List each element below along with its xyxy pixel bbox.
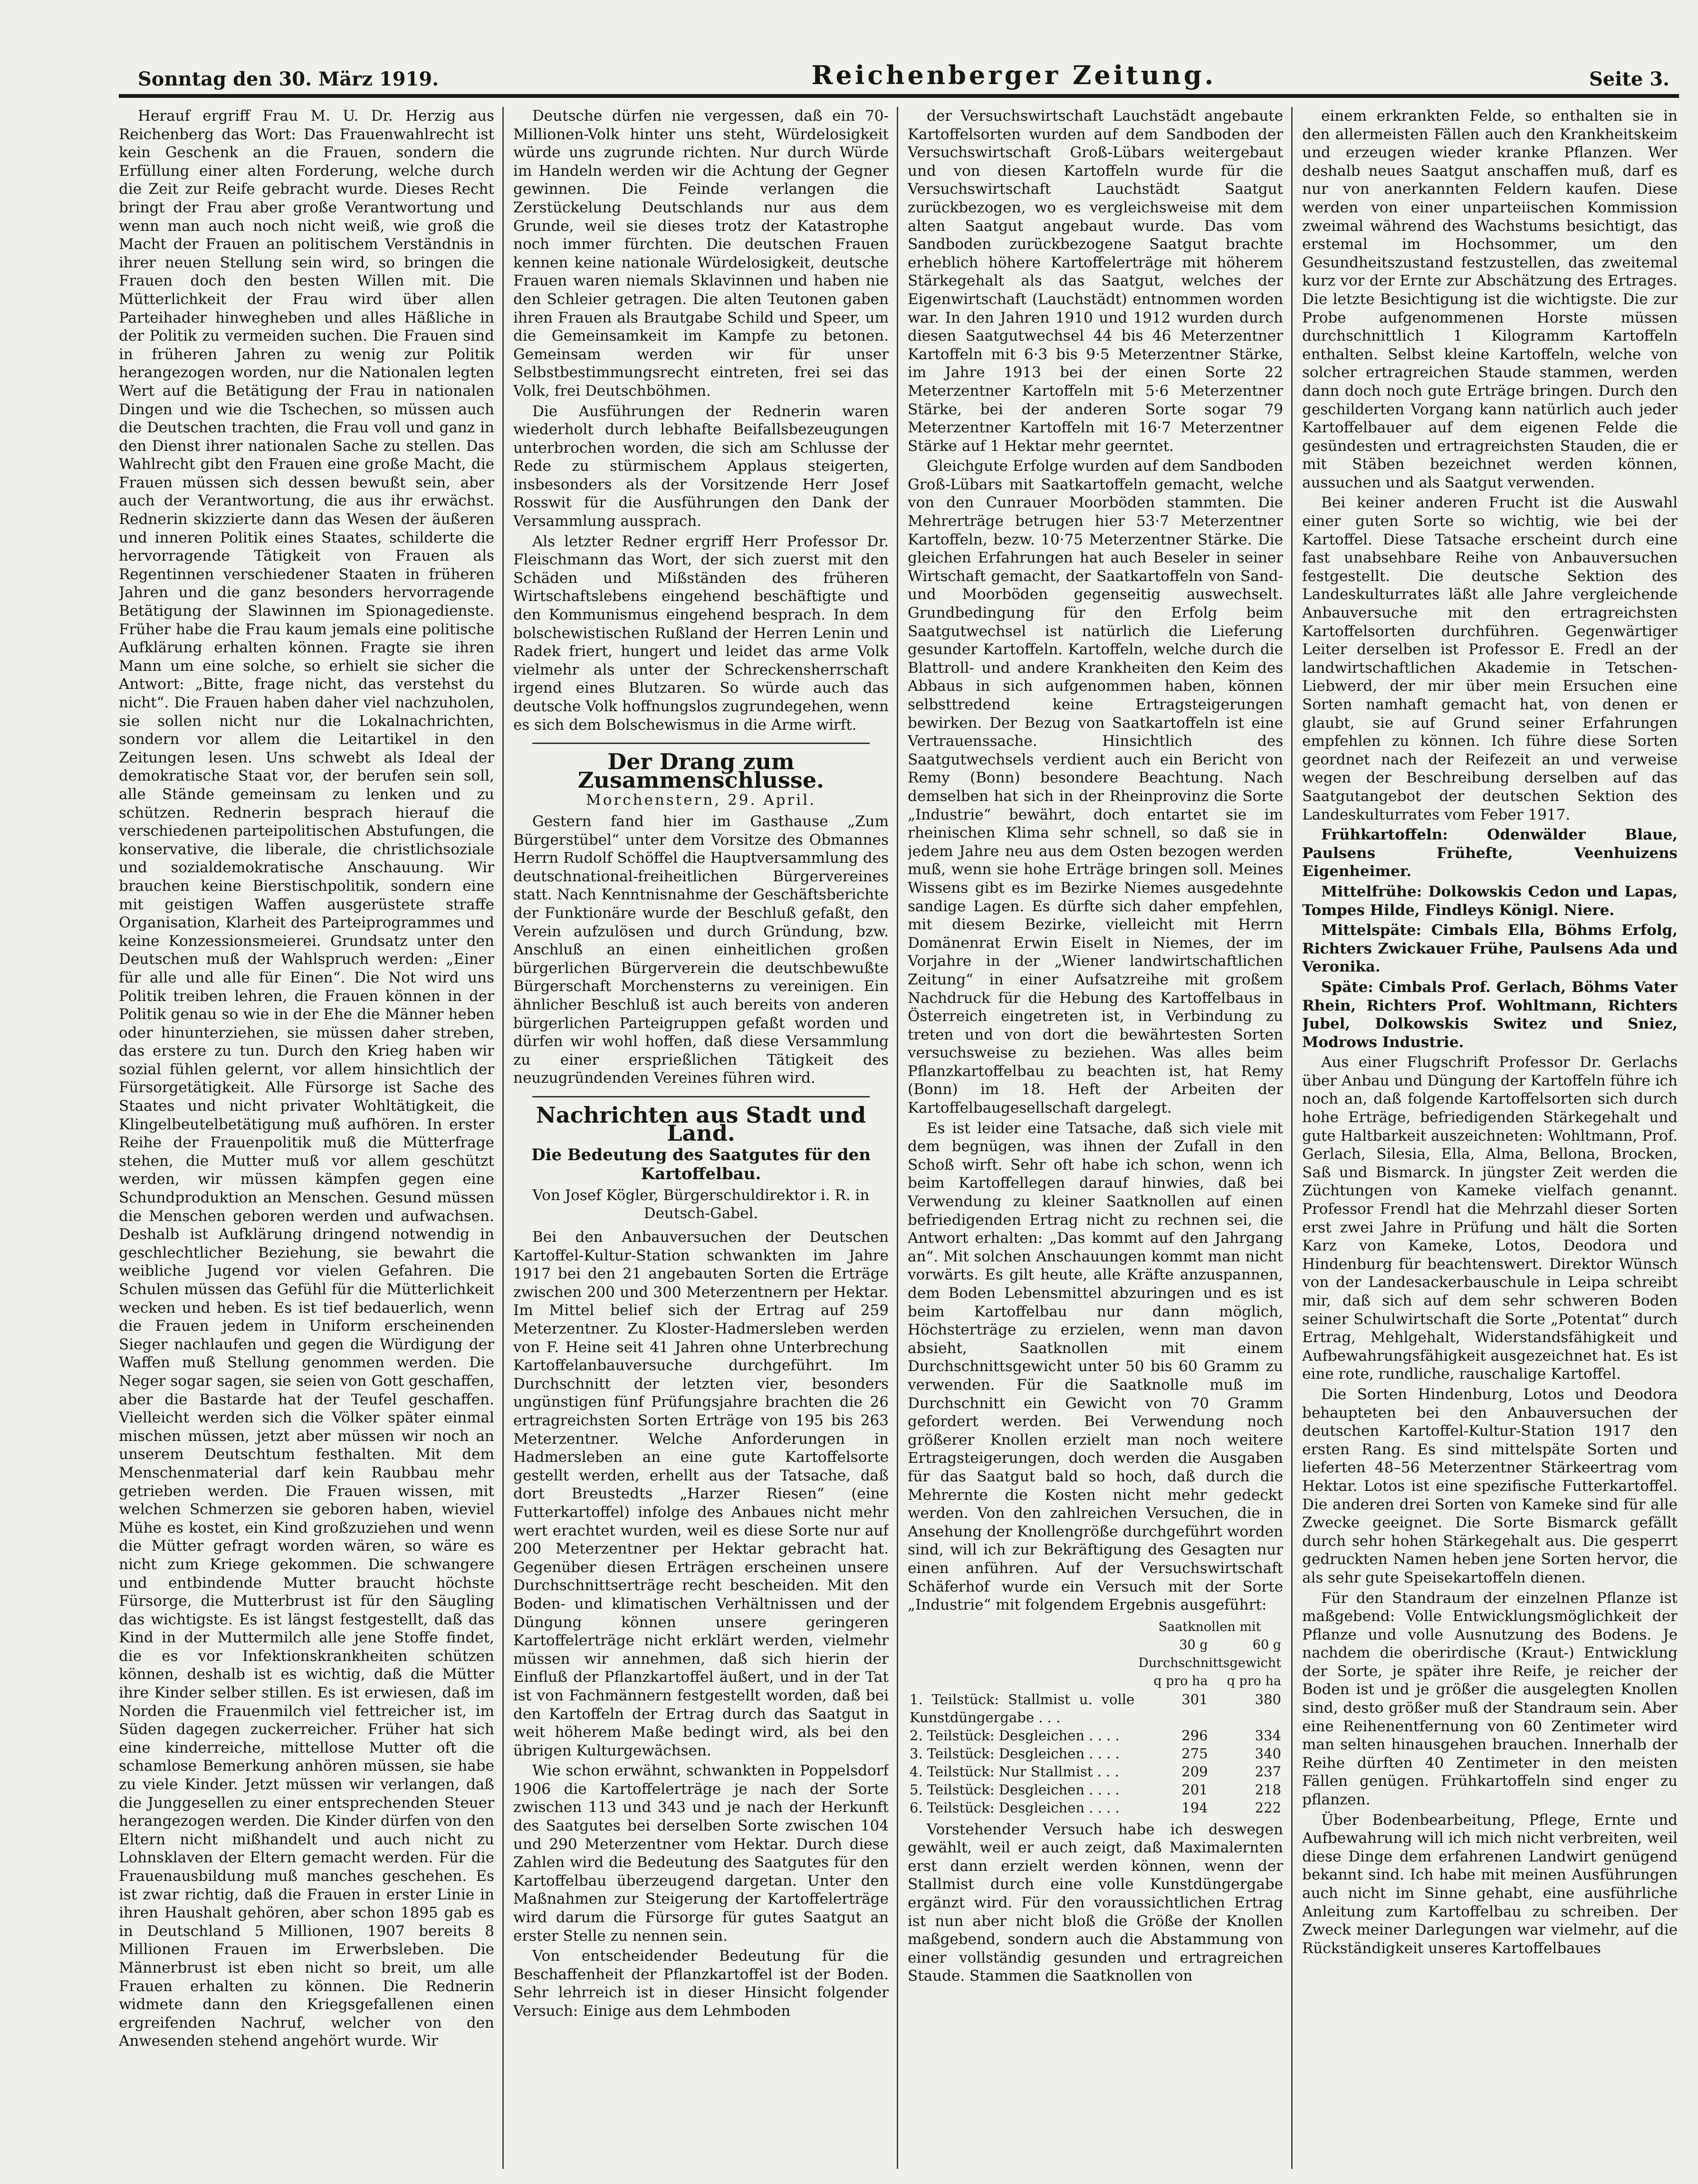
page-header [138, 57, 1669, 90]
col3-paragraph: Gleichgute Erfolge wurden auf dem Sandboden Groß-Lübars mit Saatkartoffeln gemacht, welche von den Cunrauer Moorböden stammten. Die Mehrerträge betrugen hier 53·7 Meterzentner Kartoffeln, bezw. 10·75 Meterzentner Stärke. Die gleichen Erfahrungen hat auch Beseler in seiner Wirtschaft gemacht, der Saatkartoffeln von Sand- und Moorböden gegenseitig auswechselt. Grundbedingung für den Erfolg beim Saatgutwechsel ist natürlich die Lieferung gesunder Kartoffeln. Kartoffeln, welche durch die Blattroll- und andere Krankheiten den Keim des Abbaus in sich aufgenommen haben, können selbsttredend keine Ertragsteigerungen bewirken. Der Bezug von Saatkartoffeln ist eine Vertrauenssache. Hinsichtlich des Saatgutwechsels verdient auch ein Bericht von Remy (Bonn) besondere Beachtung. Nach demselben hat sich in der Rheinprovinz die Sorte „Industrie“ bewährt, doch entartet sie im rheinischen Klima sehr schnell, so daß sie in jedem Jahre neu aus dem Osten bezogen werden muß, wenn sie hohe Erträge bringen soll. Meines Wissens gibt es im Bezirke Niemes ausgedehnte sandige Lagen. Es dürfte sich daher empfehlen, mit diesem Bezirke, vielleicht mit Herrn Domänenrat Erwin Eiselt in Niemes, der im Vorjahre in der „Wiener landwirtschaftlichen Zeitung“ in einer Aufsatzreihe mit großem Nachdruck für die Hebung des Kartoffelbaus in Österreich eingetreten ist, in Verbindung zu treten und von dort die bewährtesten Sorten versuchsweise zu beziehen. Was alles beim Pflanzkartoffelbau zu beachten ist, hat Remy (Bonn) im 18. Heft der Arbeiten der Kartoffelbaugesellschaft dargelegt. [908, 458, 1283, 1117]
table-cell: 3. Teilstück: Desgleichen . . . . [910, 1745, 1120, 1762]
masthead: Reichenberger Zeitung. [811, 60, 1217, 90]
table-cell: 275 [1181, 1745, 1208, 1762]
article-body: Von entscheidender Bedeutung für die Beschaffenheit der Pflanzkartoffel ist der Boden. Sehr lehrreich ist in dieser Hinsicht folgender Versuch: Einige aus dem Lehmboden [513, 1947, 889, 2020]
table-cell: 218 [1255, 1781, 1281, 1798]
table-header: Saatknollen mit [1158, 1619, 1261, 1634]
table-header: Durchschnittsgewicht [1138, 1655, 1281, 1670]
column-separator [502, 107, 504, 2169]
table-cell: 380 [1255, 1691, 1281, 1707]
table-cell: 301 [1181, 1691, 1208, 1707]
variety-list: Mittelfrühe: Dolkowskis Cedon und Lapas, Tompes Hilde, Findleys Königl. Niere. [1302, 883, 1678, 919]
article-dateline: Morchenstern, 29. April. [586, 792, 816, 809]
table-cell: 340 [1255, 1745, 1281, 1762]
table-cell: 194 [1181, 1799, 1208, 1816]
table-cell: 201 [1181, 1781, 1208, 1798]
variety-list: Frühkartoffeln: Odenwälder Blaue, Paulsens Frühefte, Veenhuizens Eigenheimer. [1302, 826, 1678, 880]
table-header: 60 g [1252, 1637, 1281, 1652]
column-4 [1302, 107, 1678, 2169]
col3-paragraph: Vorstehender Versuch habe ich deswegen gewählt, weil er auch zeigt, daß Maximalernten erst dann erzielt werden können, wenn der Stallmist durch eine volle Kunstdüngergabe ergänzt wird. Für den voraussichtlichen Ertrag ist nun aber nicht bloß die Größe der Knollen maßgebend, sondern auch die Abstammung von einer vollständig gesunden und ertragreichen Staude. Stammen die Saatknollen von [908, 1821, 1283, 1985]
table-cell: 4. Teilstück: Nur Stallmist . . . [910, 1763, 1119, 1780]
column-separator [1291, 107, 1293, 2169]
table-cell: 296 [1181, 1727, 1208, 1744]
table-row [908, 1745, 1283, 1763]
column-separator [897, 107, 898, 2169]
col3-paragraph: der Versuchswirtschaft Lauchstädt angebaute Kartoffelsorten wurden auf dem Sandboden der Versuchswirtschaft Groß-Lübars weitergebaut und von diesen Kartoffeln wurde für die Versuchswirtschaft Lauchstädt Saatgut zurückbezogen, wo es vergleichsweise mit dem alten Saatgut angebaut wurde. Das vom Sandboden zurückbezogene Saatgut brachte erheblich höhere Kartoffelerträge mit höherem Stärkegehalt als das Saatgut, welches der Eigenwirtschaft (Lauchstädt) entnommen worden war. In den Jahren 1910 und 1912 wurden durch diesen Saatgutwechsel 44 bis 46 Meterzentner Kartoffeln mit 6·3 bis 9·5 Meterzentner Stärke, im Jahre 1913 bei der einen Sorte 22 Meterzentner Kartoffeln mit 5·6 Meterzentner Stärke, bei der anderen Sorte sogar 79 Meterzentner Kartoffeln mit 16·7 Meterzentner Stärke auf 1 Hektar mehr geerntet. [908, 107, 1283, 455]
column-2 [513, 107, 889, 2169]
table-row [908, 1690, 1283, 1726]
table-cell: 222 [1255, 1799, 1281, 1816]
col4-paragraph: einem erkrankten Felde, so enthalten sie in den allermeisten Fällen auch den Krankheitskeim und erzeugen wieder kranke Pflanzen. Wer deshalb neues Saatgut anschaffen muß, darf es nur von anerkannten Feldern kaufen. Diese werden von einer unparteiischen Kommission zweimal während des Wachstums besichtigt, das erstemal im Hochsommer, um den Gesundheitszustand festzustellen, das zweitemal kurz vor der Ernte zur Abschätzung des Ertrages. Die letzte Besichtigung ist die wichtigste. Die zur Probe aufgenommenen Horste müssen durchschnittlich 1 Kilogramm Kartoffeln enthalten. Selbst kleine Kartoffeln, welche von solcher ertragreichen Staude stammen, werden dann doch noch gute Erträge bringen. Durch den geschilderten Vorgang kann natürlich auch jeder Kartoffelbauer auf dem eigenen Felde die gesündesten und ertragreichsten Stauden, die er mit Stäben bezeichnet werden können, aussuchen und als Saatgut verwenden. [1302, 107, 1678, 491]
table-cell: 334 [1255, 1727, 1281, 1744]
table-cell: 2. Teilstück: Desgleichen . . . . [910, 1727, 1120, 1744]
col1-paragraph: Herauf ergriff Frau M. U. Dr. Herzig aus Reichenberg das Wort: Das Frauenwahlrecht ist kein Geschenk an die Frauen, sondern die Erfüllung einer alten Forderung, welche durch die Zeit zur Reife gebracht wurde. Dieses Recht bringt der Frau aber große Verantwortung und wenn man auch noch nicht weiß, wie groß die Macht der Frauen an politischem Verständnis in ihrer neuen Stellung sein wird, so bringen die Frauen doch den besten Willen mit. Die Mütterlichkeit der Frau wird über allen Parteihader hinwegheben und alles Häßliche in der Politik zu vermeiden suchen. Die Frauen sind in früheren Jahren zu wenig zur Politik herangezogen worden, nur die Nationalen legten Wert auf die Betätigung der Frau in nationalen Dingen und wie die Tschechen, so müssen auch die Deutschen trachten, die Frau voll und ganz in den Dienst ihrer nationalen Sache zu stellen. Das Wahlrecht gibt den Frauen eine große Macht, die Frauen müssen sich dessen bewußt sein, aber auch der Verantwortung, die aus ihr erwächst. Rednerin skizzierte dann das Wesen der äußeren und inneren Politik eines Staates, schilderte die hervorragende Tätigkeit von Frauen als Regentinnen verschiedener Staaten in früheren Jahren und die ganz besonders hervorragende Betätigung der Slawinnen im Spionagedienste. Früher habe die Frau kaum jemals eine politische Aufklärung erhalten können. Fragte sie ihren Mann um eine solche, so erhielt sie sicher die Antwort: „Bitte, frage nicht, das verstehst du nicht“. Die Frauen haben daher viel nachzuholen, sie sollen nicht nur die Lokalnachrichten, sondern vor allem die Leitartikel in den Zeitungen lesen. Uns schwebt als Ideal der demokratische Staat vor, der berufen sein soll, alle Stände gemeinsam zu lenken und zu schützen. Rednerin besprach hierauf die verschiedenen parteipolitischen Abstufungen, die konservative, die liberale, die christlichsoziale und sozialdemokratische Anschauung. Wir brauchen keine Bierstischpolitik, sondern eine mit geistigen Waffen ausgerüstete straffe Organisation, Klarheit des Parteiprogrammes und keine Konzessionsmeierei. Grundsatz unter den Deutschen muß der Wahlspruch werden: „Einer für alle und alle für Einen“. Die Not wird uns Politik treiben lehren, die Frauen können in der Politik genau so wie in der Ehe die Männer heben oder hinunterziehen, sie müssen daher streben, das erstere zu tun. Durch den Krieg haben wir sozial fühlen gelernt, vor allem hinsichtlich der Fürsorgetätigkeit. Alle Fürsorge ist Sache des Staates und nicht privater Wohltätigkeit, die Klingelbeutelbetätigung muß aufhören. In erster Reihe der Frauenpolitik muß die Mütterfrage stehen, die Mutter muß vor allem geschützt werden, wir müssen kämpfen gegen eine Schundproduktion an Menschen. Gesund müssen die Menschen geboren werden und aufwachsen. Deshalb ist Aufklärung dringend notwendig in geschlechtlicher Beziehung, sie bewahrt die weibliche Jugend vor vielen Gefahren. Die Schulen müssen das Gefühl für die Mütterlichkeit wecken und heben. Es ist tief bedauerlich, wenn die Frauen jedem in Uniform erscheinenden Sieger nachlaufen und gegen die Würdigung der Waffen muß Stellung genommen werden. Die Neger sogar sagen, sie seien von Gott geschaffen, aber die Bastarde hat der Teufel geschaffen. Vielleicht werden sich die Völker später einmal mischen müssen, jetzt aber müssen wir noch an unserem Deutschtum festhalten. Mit dem Menschenmaterial darf kein Raubbau mehr getrieben werden. Die Frauen wissen, mit welchen Schmerzen sie geboren haben, wieviel Mühe es kostet, ein Kind großzuziehen und wenn die Mütter gefragt worden wären, so wäre es nicht zum Kriege gekommen. Die schwangere und entbindende Mutter braucht höchste Fürsorge, die Mutterbrust ist für den Säugling das wichtigste. Es ist längst festgestellt, daß das Kind in der Muttermilch alle jene Stoffe findet, die es vor Infektionskrankheiten schützen können, deshalb ist es wichtig, daß die Mütter ihre Kinder selber stillen. Es ist erwiesen, daß im Norden die Frauenmilch viel fettreicher ist, im Süden dagegen zuckerreicher. Früher hat sich eine kinderreiche, mittellose Mutter oft die schamlose Bemerkung anhören müssen, sie habe zu viele Kinder. Jetzt müssen wir verlangen, daß die Junggesellen zu einer entsprechenden Steuer herangezogen werden. Die Kinder dürfen von den Eltern nicht mißhandelt und auch nicht zu Lohnsklaven der Eltern gemacht werden. Für die Frauenausbildung muß manches geschehen. Es ist zwar richtig, daß die Frauen in erster Linie in ihren Haushalt gehören, aber schon 1895 gab es in Deutschland 5 Millionen, 1907 bereits 8 Millionen Frauen im Erwerbsleben. Die Männerbrust ist eben nicht so breit, um alle Frauen erhalten zu können. Die Rednerin widmete dann den Kriegsgefallenen einen ergreifenden Nachruf, welcher von den Anwesenden stehend angehört wurde. Wir [119, 107, 494, 2050]
article-headline: Der Drang zum Zusammenschlusse. [577, 749, 825, 793]
table-header: q pro ha [1153, 1673, 1208, 1688]
col4-paragraph: Die Sorten Hindenburg, Lotos und Deodora behaupteten bei den Anbauversuchen der deutschen Kartoffel-Kultur-Station 1917 den ersten Rang. Es sind mittelspäte Sorten und lieferten 48–56 Meterzentner Stärkeertrag vom Hektar. Lotos ist eine spezifische Futterkartoffel. Die anderen drei Sorten von Kameke sind für alle Zwecke geeignet. Die Sorte Bismarck gefällt durch sehr hohen Stärkegehalt aus. Die gesperrt gedruckten Namen heben jene Sorten hervor, die als sehr gute Speisekartoffeln dienen. [1302, 1385, 1678, 1586]
table-cell: 1. Teilstück: Stallmist u. volle Kunstdüngergabe . . . [910, 1691, 1135, 1726]
column-3 [908, 107, 1283, 2169]
article-body: Bei den Anbauversuchen der Deutschen Kartoffel-Kultur-Station schwankten im Jahre 1917 bei den 21 angebauten Sorten die Erträge zwischen 200 und 300 Meterzentnern per Hektar. Im Mittel belief sich der Ertrag auf 259 Meterzentner. Zu Kloster-Hadmersleben werden von F. Heine seit 41 Jahren ohne Unterbrechung Kartoffelanbauversuche durchgeführt. Im Durchschnitt der letzten vier, besonders ungünstigen fünf Prüfungsjahre brachten die 26 ertragreichsten Sorten Erträge von 195 bis 263 Meterzentner. Welche Anforderungen in Hadmersleben an eine gute Kartoffelsorte gestellt werden, erhellt aus der Tatsache, daß dort Breustedts „Harzer Riesen“ (eine Futterkartoffel) infolge des Anbaues nicht mehr wert erachtet wurden, weil es diese Sorte nur auf 200 Meterzentner per Hektar gebracht hat. Gegenüber diesen Erträgen erscheinen unsere Durchschnittserträge recht bescheiden. Mit den Boden- und klimatischen Verhältnissen und der Düngung können unsere geringeren Kartoffelerträge nicht erklärt werden, vielmehr müssen wir annehmen, daß sich hierin der Einfluß der Pflanzkartoffel äußert, und in der Tat ist von Fachmännern festgestellt worden, daß bei den Kartoffeln der Ertrag durch das Saatgut in weit höherem Maße bedingt wird, als bei den übrigen Kulturgewächsen. [513, 1229, 889, 1759]
section-heading: Nachrichten aus Stadt und Land. [536, 1102, 866, 1146]
article-body: Wie schon erwähnt, schwankten in Poppelsdorf 1906 die Kartoffelerträge je nach der Sorte zwischen 113 und 343 und je nach der Herkunft des Saatgutes bei derselben Sorte zwischen 104 und 290 Meterzentner vom Hektar. Durch diese Zahlen wird die Bedeutung des Saatgutes für den Kartoffelbau überzeugend dargetan. Unter den Maßnahmen zur Steigerung der Kartoffelerträge wird darum die Fürsorge für gutes Saatgut an erster Stelle zu nennen sein. [513, 1762, 889, 1945]
table-header: q pro ha [1227, 1673, 1281, 1688]
article-body: Gestern fand hier im Gasthause „Zum Bürgerstübel“ unter dem Vorsitze des Obmannes Herrn Rudolf Schöffel die Hauptversammlung des deutschnational-freiheitlichen Bürgervereines statt. Nach Kenntnisnahme der Geschäftsberichte der Funktionäre wurde der Beschluß gefaßt, den Verein aufzulösen und durch Gründung, bzw. Anschluß an einen einheitlichen großen bürgerlichen Bürgerverein die deutschbewußte Bürgerschaft Morchensterns zu vereinigen. Ein ähnlicher Beschluß ist auch bereits von anderen bürgerlichen Parteigruppen gefaßt worden und dürfen wir wohl hoffen, daß diese Versammlung zu einer ersprießlichen Tätigkeit des neuzugründenden Vereines führen wird. [513, 812, 889, 1087]
col2-paragraph: Als letzter Redner ergriff Herr Professor Dr. Fleischmann das Wort, der sich zuerst mit den Schäden und Mißständen des früheren Wirtschaftslebens eingehend beschäftigte und den Kommunismus eingehend besprach. In dem bolschewistischen Rußland der Herren Lenin und Radek friert, hungert und leidet das arme Volk vielmehr als unter der Schreckensherrschaft irgend eines Blutzaren. So würde auch das deutsche Volk hoffnungslos zugrundegehen, wenn es sich dem Bolschewismus in die Arme wirft. [513, 533, 889, 734]
col4-paragraph: Über Bodenbearbeitung, Pflege, Ernte und Aufbewahrung will ich mich nicht verbreiten, weil diese Dinge dem erfahrenen Landwirt genügend bekannt sind. Ich habe mit meinen Ausführungen auch nicht im Sinne gehabt, eine ausführliche Anleitung zum Kartoffelbau zu schreiben. Der Zweck meiner Darlegungen war vielmehr, auf die Rückständigkeit unseres Kartoffelbaues [1302, 1811, 1678, 1957]
col2-paragraph: Die Ausführungen der Rednerin waren wiederholt durch lebhafte Beifallsbezeugungen unterbrochen worden, die sich am Schlusse der Rede zu stürmischem Applaus steigerten, insbesonders als der Vorsitzende Herr Josef Rosswit für die Ausführungen den Dank der Versammlung aussprach. [513, 402, 889, 530]
table-row [908, 1799, 1283, 1817]
table-cell: 6. Teilstück: Desgleichen . . . . [910, 1799, 1120, 1816]
header-date: Sonntag den 30. März 1919. [138, 68, 439, 90]
table-row [908, 1726, 1283, 1745]
column-area [119, 107, 1679, 2169]
col2-paragraph: Deutsche dürfen nie vergessen, daß ein 70-Millionen-Volk hinter uns steht, Würdelosigkeit würde uns zugrunde richten. Nur durch Würde im Handeln werden wir die Achtung der Gegner gewinnen. Die Feinde verlangen die Zerstückelung Deutschlands nur aus dem Grunde, weil sie dieses trotz der Katastrophe noch immer fürchten. Die deutschen Frauen kennen keine nationale Würdelosigkeit, deutsche Frauen waren niemals Sklavinnen und haben nie den Schleier getragen. Die alten Teutonen gaben ihren Frauen als Brautgabe Schild und Speer, um die Gemeinsamkeit im Kampfe zu betonen. Gemeinsam werden wir für unser Selbstbestimmungsrecht eintreten, frei sei das Volk, frei Deutschböhmen. [513, 107, 889, 400]
article-headline: Die Bedeutung des Saatgutes für den Kartoffelbau. [531, 1145, 871, 1184]
article-byline: Von Josef Kögler, Bürgerschuldirektor i. R. in Deutsch-Gabel. [532, 1187, 870, 1222]
article-divider [532, 1096, 870, 1097]
column-1 [119, 107, 494, 2169]
variety-list: Mittelspäte: Cimbals Ella, Böhms Erfolg, Richters Zwickauer Frühe, Paulsens Ada und Veronika. [1302, 922, 1678, 976]
table-cell: 237 [1255, 1763, 1281, 1780]
table-header: 30 g [1179, 1637, 1208, 1652]
col3-paragraph: Es ist leider eine Tatsache, daß sich viele mit dem begnügen, was ihnen der Zufall in den Schoß wirft. Sehr oft habe ich schon, wenn ich beim Kartoffellegen darauf hinwies, daß bei Verwendung zu kleiner Saatknollen auf einen befriedigenden Ertrag nicht zu rechnen sei, die Antwort erhalten: „Das kommt auf den Jahrgang an“. Mit solchen Anschauungen kommt man nicht vorwärts. Es gilt heute, alle Kräfte anzuspannen, dem Boden Lebensmittel abzuringen und es ist beim Kartoffelbau nur dann möglich, Höchsterträge zu erzielen, wenn man davon absieht, Saatknollen mit einem Durchschnittsgewicht unter 50 bis 60 Gramm zu verwenden. Für die Saatknolle muß im Durchschnitt ein Gewicht von 70 Gramm gefordert werden. Bei Verwendung noch größerer Knollen erzielt man noch weitere Ertragsteigerungen, doch werden die Ausgaben für das Saatgut bald so hoch, daß durch die Mehrernte die Kosten nicht mehr gedeckt werden. Von den zahlreichen Versuchen, die in Ansehung der Knollengröße durchgeführt worden sind, will ich zur Bekräftigung des Gesagten nur einen anführen. Auf der Versuchswirtschaft Schäferhof wurde ein Versuch mit der Sorte „Industrie“ mit folgendem Ergebnis ausgeführt: [908, 1119, 1283, 1614]
table-row [908, 1781, 1283, 1799]
col4-paragraph: Aus einer Flugschrift Professor Dr. Gerlachs über Anbau und Düngung der Kartoffeln führe ich noch an, daß folgende Kartoffelsorten sich durch hohe Erträge, befriedigenden Stärkegehalt und gute Haltbarkeit auszeichneten: Wohltmann, Prof. Gerlach, Silesia, Ella, Alma, Bellona, Brocken, Saß und Bismarck. In jüngster Zeit werden die Züchtungen von Kameke vielfach genannt. Professor Frendl hat die Mehrzahl dieser Sorten erst zwei Jahre in Prüfung und hält die Sorten Karz von Kameke, Lotos, Deodora und Hindenburg für beachtenswert. Direktor Wünsch von der Landesackerbauschule in Leipa schreibt mir, daß sich auf dem sehr schweren Boden seiner Schulwirtschaft die Sorte „Potentat“ durch Ertrag, Mehlgehalt, Widerstandsfähigkeit und Aufbewahrungsfähigkeit ausgezeichnet hat. Es ist eine rote, rundliche, rauschalige Kartoffel. [1302, 1054, 1678, 1383]
col4-paragraph: Für den Standraum der einzelnen Pflanze ist maßgebend: Volle Entwicklungsmöglichkeit der Pflanze und volle Ausnutzung des Bodens. Je nachdem die oberirdische (Kraut-) Entwicklung der Sorte, je später ihre Reife, je reicher der Boden ist und je größer die ausgelegten Knollen sind, desto größer muß der Standraum sein. Aber eine Reihenentfernung von 60 Zentimeter wird man selten hinausgehen brauchen. Innerhalb der Reihe dürften 40 Zentimeter in den meisten Fällen genügen. Frühkartoffeln sind enger zu pflanzen. [1302, 1589, 1678, 1809]
variety-list: Späte: Cimbals Prof. Gerlach, Böhms Vater Rhein, Richters Prof. Wohltmann, Richters Jubel, Dolkowskis Switez und Sniez, Modrows Industrie. [1302, 978, 1678, 1051]
table-cell: 209 [1181, 1763, 1208, 1780]
results-table [908, 1618, 1283, 1817]
table-row [908, 1763, 1283, 1781]
col4-paragraph: Bei keiner anderen Frucht ist die Auswahl einer guten Sorte so wichtig, wie bei der Kartoffel. Diese Tatsache erscheint durch eine fast unabsehbare Reihe von Anbauversuchen festgestellt. Die deutsche Sektion des Landeskulturrates läßt alle Jahre vergleichende Anbauversuche mit den ertragreichsten Kartoffelsorten durchführen. Gegenwärtiger Leiter derselben ist Professor E. Fredl an der landwirtschaftlichen Akademie in Tetschen-Liebwerd, der mir über mein Ersuchen eine Sorten namhaft gemacht hat, von denen er glaubt, sie auf Grund seiner Erfahrungen empfehlen zu können. Ich führe diese Sorten geordnet nach der Reifezeit an und verweise wegen der Beschreibung derselben auf das Saatgutangebot der deutschen Sektion des Landeskulturrates vom Feber 1917. [1302, 494, 1678, 823]
header-rule [119, 94, 1679, 98]
page-number: Seite 3. [1589, 68, 1669, 90]
article-divider [532, 743, 870, 744]
table-cell: 5. Teilstück: Desgleichen . . . . [910, 1781, 1120, 1798]
